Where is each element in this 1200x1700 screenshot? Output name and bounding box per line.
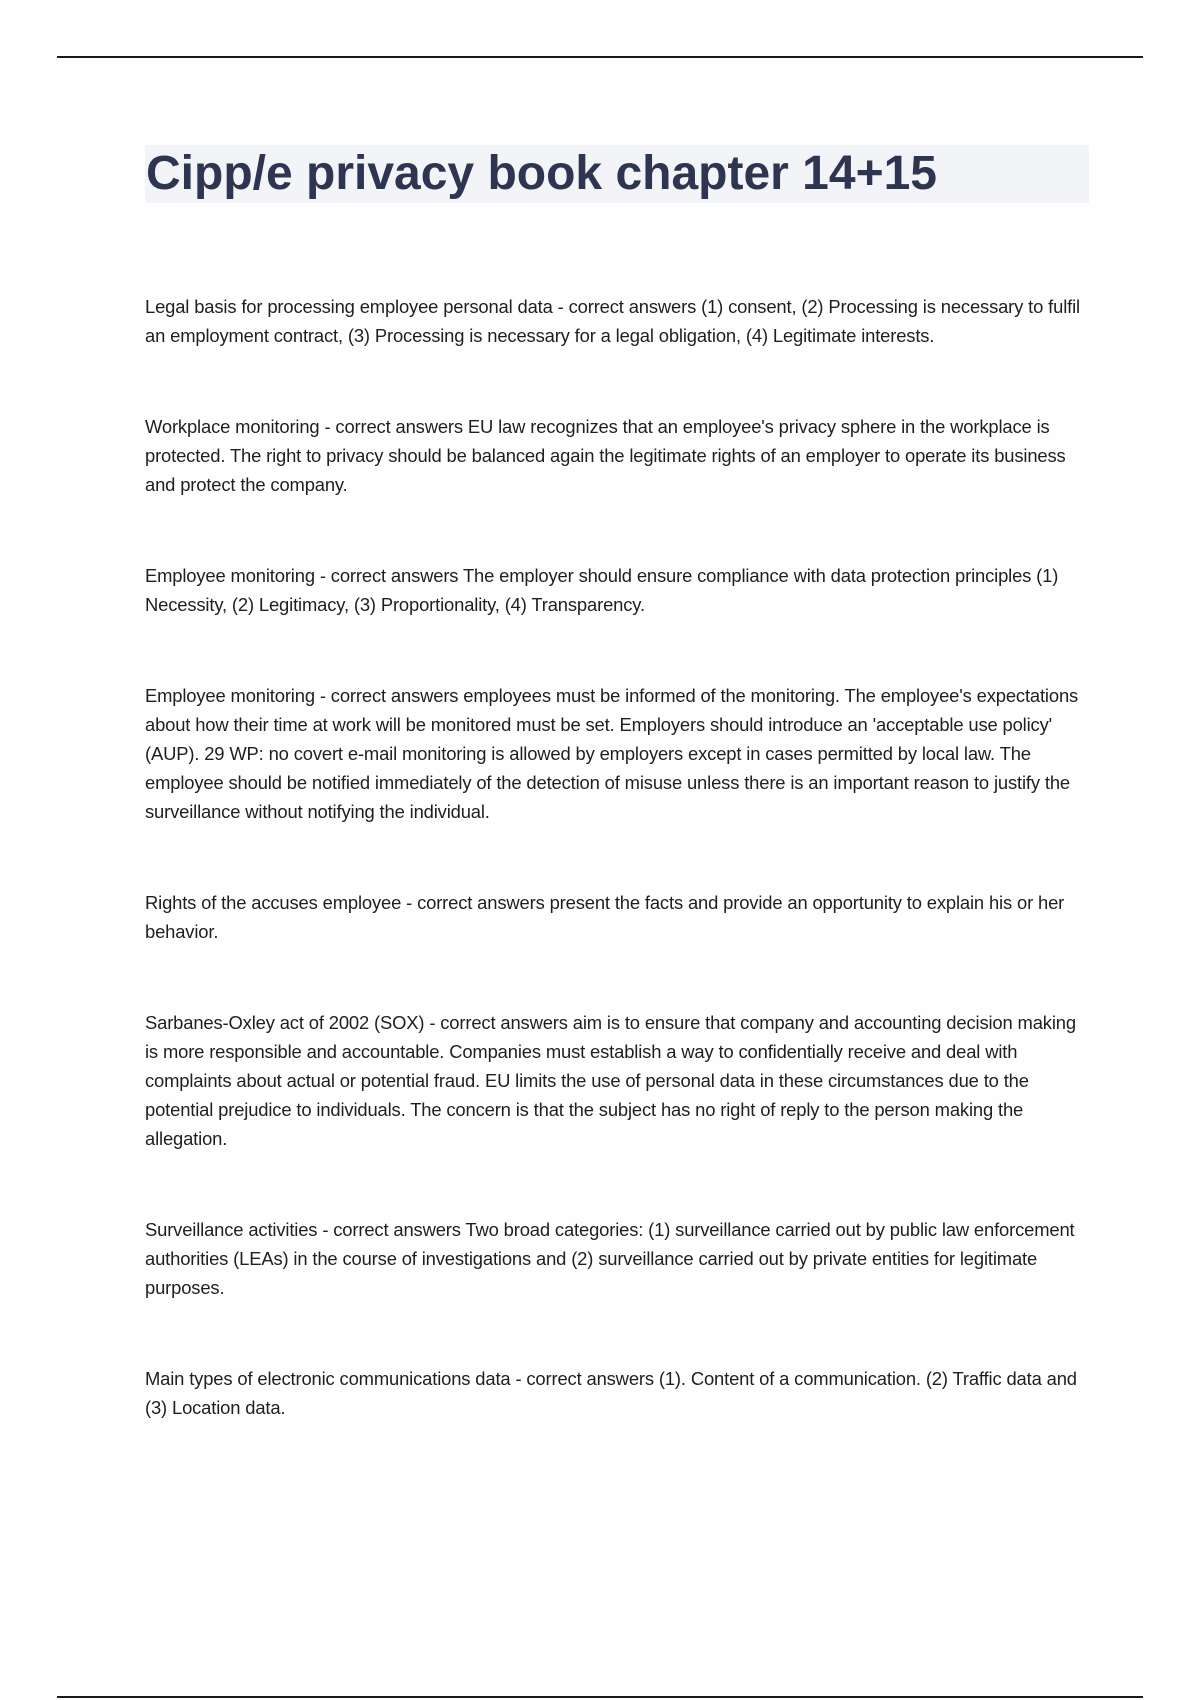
top-rule: [57, 56, 1143, 58]
flashcard-list: [145, 292, 1089, 1422]
flashcard-entry: Sarbanes-Oxley act of 2002 (SOX) - correct answers aim is to ensure that company and accounting decision making is more responsible and accountable. Companies must establish a way to confidentially receive and deal with complaints about actual or potential fraud. EU limits the use of personal data in these circumstances due to the potential prejudice to individuals. The concern is that the subject has no right of reply to the person making the allegation.: [145, 1012, 1076, 1149]
flashcard-entry: Rights of the accuses employee - correct answers present the facts and provide an opportunity to explain his or her behavior.: [145, 892, 1065, 942]
flashcard-entry: Employee monitoring - correct answers employees must be informed of the monitoring. The employee's expectations about how their time at work will be monitored must be set. Employers should introduce an 'acceptable use policy' (AUP). 29 WP: no covert e-mail monitoring is allowed by employers except in cases permitted by local law. The employee should be notified immediately of the detection of misuse unless there is an important reason to justify the surveillance without notifying the individual.: [145, 685, 1079, 822]
flashcard-entry: Legal basis for processing employee personal data - correct answers (1) consent, (2) Processing is necessary to fulfil an employment contract, (3) Processing is necessary for a legal obligation, (4) Legitimate interests.: [145, 296, 1080, 346]
flashcard-entry: Main types of electronic communications data - correct answers (1). Content of a communication. (2) Traffic data and (3) Location data.: [145, 1368, 1077, 1418]
flashcard-entry: Surveillance activities - correct answers Two broad categories: (1) surveillance carried out by public law enforcement authorities (LEAs) in the course of investigations and (2) surveillance carried out by private entities for legitimate purposes.: [145, 1219, 1075, 1298]
flashcard-entry: Employee monitoring - correct answers The employer should ensure compliance with data protection principles (1) Necessity, (2) Legitimacy, (3) Proportionality, (4) Transparency.: [145, 565, 1059, 615]
flashcard-entry: Workplace monitoring - correct answers EU law recognizes that an employee's privacy sphere in the workplace is protected. The right to privacy should be balanced again the legitimate rights of an employer to operate its business and protect the company.: [145, 416, 1066, 495]
document-title: Cipp/e privacy book chapter 14+15: [146, 147, 937, 200]
bottom-rule: [57, 1696, 1143, 1698]
